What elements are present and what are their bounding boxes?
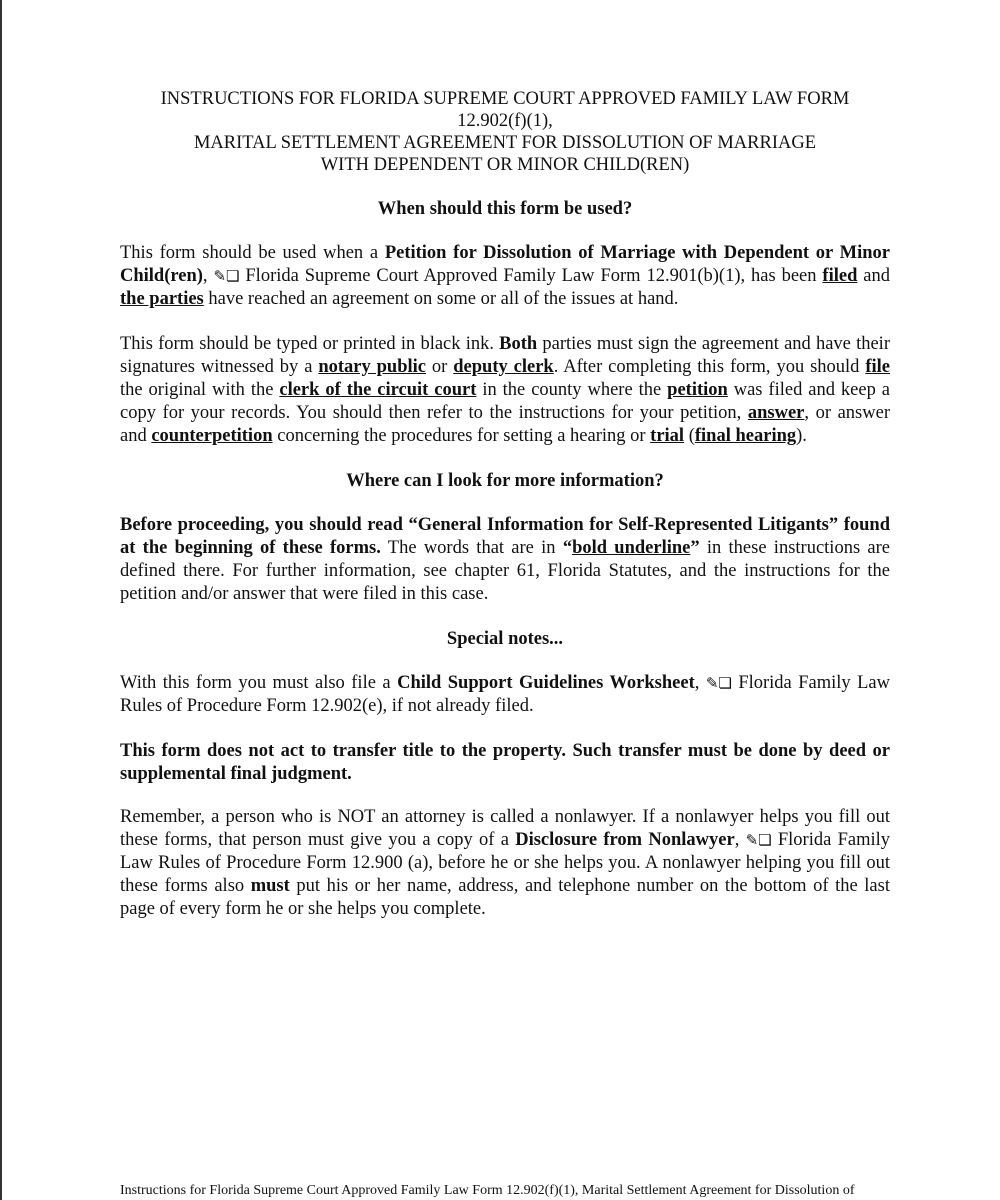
paragraph-when-used: This form should be used when a Petition for Dissolution of Marriage with Dependent or Minor Child(ren), ✎❏ Florida Supreme Court Approved Family Law Form 12.901(b)(1), has been filed and the parties have reached an agreement on some or all of the issues at hand. [120,243,890,309]
paragraph-more-information: Before proceeding, you should read “General Information for Self-Represented Litigants” found at the beginning of these forms. The words that are in “bold underline” in these instructions are defined there. For further information, see chapter 61, Florida Statutes, and the instructions for the petition and/or answer that were filed in this case. [120,515,890,604]
term-trial: trial [650,426,685,446]
form-reference-icon: ✎❏ [213,267,240,285]
title-line-3: MARITAL SETTLEMENT AGREEMENT FOR DISSOLUTION OF MARRIAGE [193,133,817,153]
term-clerk-of-circuit-court: clerk of the circuit court [279,380,477,400]
term-deputy-clerk: deputy clerk [453,357,554,377]
title-line-4: WITH DEPENDENT OR MINOR CHILD(REN) [320,155,690,175]
term-counterpetition: counterpetition [151,426,273,446]
heading-when-used: When should this form be used? [377,199,633,219]
term-petition: petition [667,380,728,400]
term-answer: answer [747,403,805,423]
term-bold-underline: bold underline [572,538,691,558]
term-notary-public: notary public [318,357,427,377]
page-footer: Instructions for Florida Supreme Court Approved Family Law Form 12.902(f)(1), Marital Settlement Agreement for Dissolution of [120,1183,855,1198]
paragraph-title-transfer: This form does not act to transfer title to the property. Such transfer must be done by deed or supplemental final judgment. [120,741,890,784]
document-page [120,88,890,921]
title-line-1: INSTRUCTIONS FOR FLORIDA SUPREME COURT APPROVED FAMILY LAW FORM [160,89,850,109]
paragraph-signing-filing: This form should be typed or printed in black ink. Both parties must sign the agreement and have their signatures witnessed by a notary public or deputy clerk. After completing this form, you should file the original with the clerk of the circuit court in the county where the petition was filed and keep a copy for your records. You should then refer to the instructions for your petition, answer, or answer and counterpetition concerning the procedures for setting a hearing or trial (final hearing). [120,334,890,446]
heading-more-information: Where can I look for more information? [346,471,664,491]
term-filed: filed [822,266,858,286]
term-the-parties: the parties [120,289,204,309]
term-file: file [865,357,890,377]
form-reference-icon: ✎❏ [745,831,772,849]
form-reference-icon: ✎❏ [705,674,732,692]
heading-special-notes: Special notes... [446,629,564,649]
title-line-2: 12.902(f)(1), [457,111,553,131]
page-left-border [0,0,2,1200]
term-final-hearing: final hearing [694,426,797,446]
document-title [120,88,890,176]
paragraph-nonlawyer: Remember, a person who is NOT an attorney is called a nonlawyer. If a nonlawyer helps you fill out these forms, that person must give you a copy of a Disclosure from Nonlawyer, ✎❏ Florida Family Law Rules of Procedure Form 12.900 (a), before he or she helps you. A nonlawyer helping you fill out these forms also must put his or her name, address, and telephone number on the bottom of the last page of every form he or she helps you complete. [120,807,891,919]
paragraph-worksheet: With this form you must also file a Child Support Guidelines Worksheet, ✎❏ Florida Family Law Rules of Procedure Form 12.902(e), if not already filed. [120,673,890,716]
